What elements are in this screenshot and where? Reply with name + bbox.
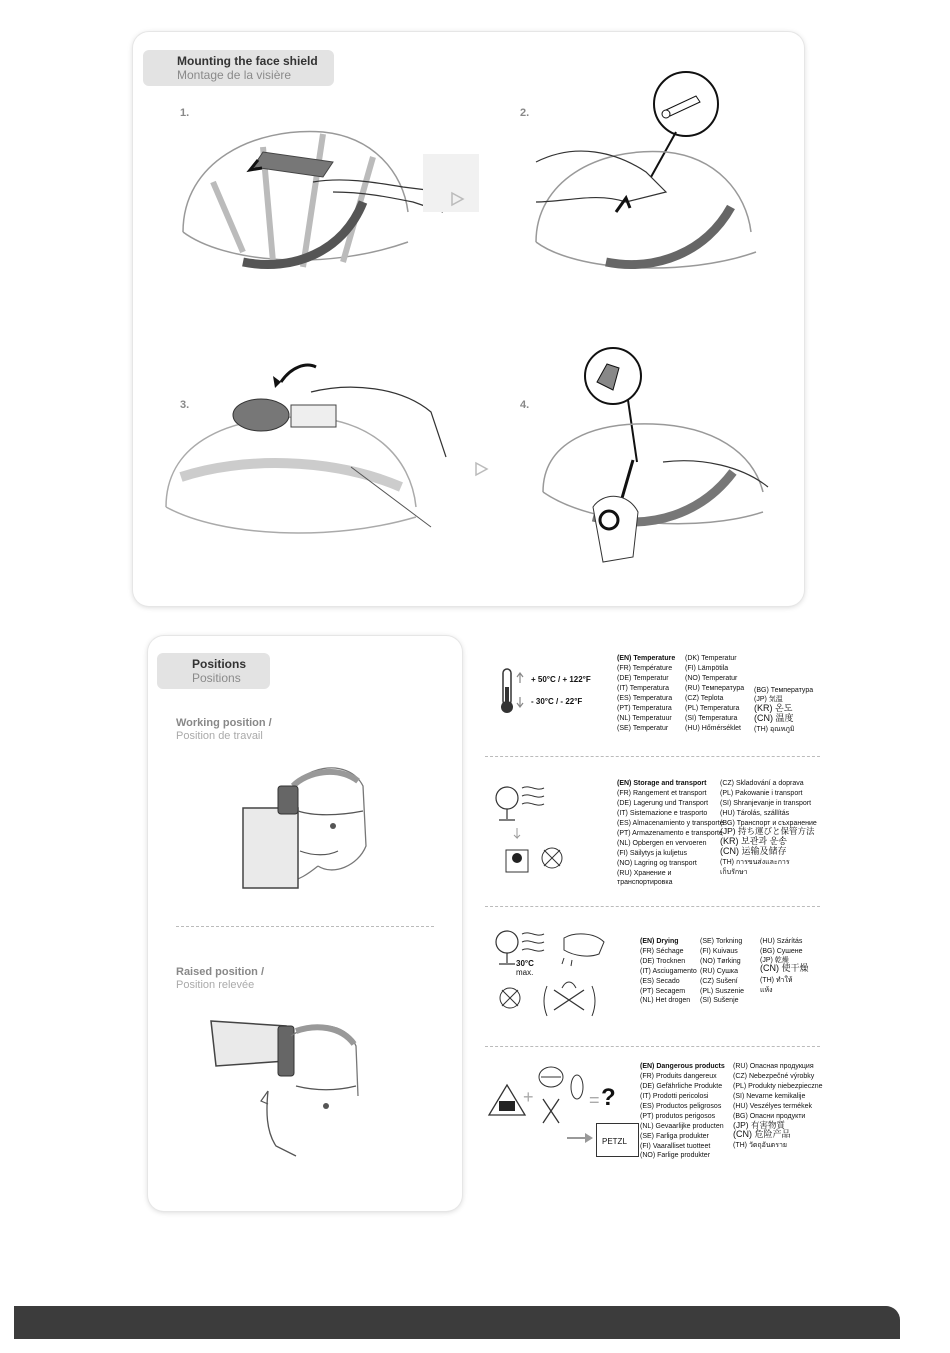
storage-line: (CZ) Skladování a doprava bbox=[720, 780, 804, 787]
storage-line: (ES) Almacenamiento y transporte bbox=[617, 820, 724, 827]
raised-position-en: Raised position / bbox=[176, 966, 265, 978]
storage-line: (FR) Rangement et transport bbox=[617, 790, 707, 797]
raised-position-fr: Position relevée bbox=[176, 979, 255, 991]
step-2-label: 2. bbox=[520, 107, 530, 119]
storage-line: (PT) Armazenamento e transporte bbox=[617, 830, 723, 837]
dangerous-line: (PL) Produkty niebezpieczne bbox=[733, 1083, 823, 1090]
step-3-illustration bbox=[161, 367, 461, 547]
section-divider bbox=[485, 906, 820, 907]
dangerous-line: (IT) Prodotti pericolosi bbox=[640, 1093, 709, 1100]
mounting-title-fr: Montage de la visière bbox=[177, 68, 292, 82]
drying-line: (PT) Secagem bbox=[640, 988, 686, 995]
next-arrow-icon-2 bbox=[475, 462, 489, 476]
temperature-line: (KR) 온도 bbox=[754, 703, 793, 713]
drying-temp: 30°C bbox=[516, 959, 534, 968]
step-4-illustration bbox=[533, 342, 783, 572]
dangerous-line: (JP) 有害物質 bbox=[733, 1120, 785, 1130]
positions-divider bbox=[176, 926, 434, 927]
dangerous-line: (EN) Dangerous products bbox=[640, 1063, 725, 1070]
working-position-fr: Position de travail bbox=[176, 730, 263, 742]
dangerous-line: (NO) Farlige produkter bbox=[640, 1152, 711, 1159]
storage-line: (CN) 运输及储存 bbox=[720, 846, 787, 856]
drying-line: (BG) Сушене bbox=[760, 948, 803, 955]
svg-text:+: + bbox=[523, 1087, 534, 1107]
storage-line: (RU) Хранение и bbox=[617, 870, 672, 877]
dangerous-line: (ES) Productos peligrosos bbox=[640, 1103, 722, 1110]
mounting-title-en: Mounting the face shield bbox=[177, 54, 318, 68]
dangerous-line: (PT) produtos perigosos bbox=[640, 1113, 716, 1120]
temperature-line: (CZ) Teplota bbox=[685, 695, 724, 702]
temperature-line: (PL) Temperatura bbox=[685, 705, 740, 712]
drying-line: (CN) 使干燥 bbox=[760, 963, 809, 973]
mounting-title-tab bbox=[143, 50, 334, 86]
drying-max: max. bbox=[516, 968, 534, 977]
storage-line: (EN) Storage and transport bbox=[617, 780, 707, 787]
question-mark: ? bbox=[601, 1084, 616, 1111]
temperature-line: (CN) 温度 bbox=[754, 713, 794, 723]
dangerous-line: (FR) Produits dangereux bbox=[640, 1073, 717, 1080]
drying-line: (EN) Drying bbox=[640, 938, 679, 945]
storage-line: เก็บรักษา bbox=[720, 869, 748, 876]
temperature-line: (DK) Temperatur bbox=[685, 655, 737, 662]
step-1-illustration bbox=[173, 122, 443, 292]
temperature-line: (FI) Lämpötila bbox=[685, 665, 729, 672]
storage-line: (DE) Lagerung und Transport bbox=[617, 800, 709, 807]
temperature-line: (NO) Temperatur bbox=[685, 675, 738, 682]
dangerous-line: (TH) วัตถุอันตราย bbox=[733, 1142, 787, 1149]
dangerous-line: (SI) Nevarne kemikalije bbox=[733, 1093, 806, 1100]
positions-panel bbox=[148, 636, 462, 1211]
positions-title-en: Positions bbox=[192, 657, 247, 671]
storage-line: (NO) Lagring og transport bbox=[617, 860, 697, 867]
dangerous-line: (NL) Gevaarlijke producten bbox=[640, 1123, 724, 1130]
drying-line: (JP) 乾燥 bbox=[760, 957, 789, 964]
drying-pictogram bbox=[492, 928, 612, 1023]
temperature-line: (FR) Température bbox=[617, 665, 673, 672]
drying-line: (PL) Suszenie bbox=[700, 988, 744, 995]
storage-line: транспортировка bbox=[617, 879, 673, 886]
step-1-label: 1. bbox=[180, 107, 190, 119]
thermometer-icon bbox=[497, 667, 527, 717]
dangerous-line: (BG) Опасни продукти bbox=[733, 1113, 806, 1120]
section-divider bbox=[485, 1046, 820, 1047]
storage-line: (TH) การขนส่งและการ bbox=[720, 859, 790, 866]
positions-title-fr: Positions bbox=[192, 671, 241, 685]
petzl-label: PETZL bbox=[602, 1137, 627, 1146]
temperature-line: (SE) Temperatur bbox=[617, 725, 669, 732]
dangerous-line: (HU) Veszélyes termékek bbox=[733, 1103, 812, 1110]
storage-line: (FI) Säilytys ja kuljetus bbox=[617, 850, 688, 857]
storage-line: (JP) 持ち運びと保管方法 bbox=[720, 826, 815, 836]
step-2-illustration bbox=[516, 62, 786, 262]
temperature-line: (JP) 気温 bbox=[754, 696, 783, 703]
working-position-illustration bbox=[238, 756, 368, 886]
temp-high: + 50°C / + 122°F bbox=[531, 675, 591, 684]
dangerous-line: (FI) Vaaralliset tuotteet bbox=[640, 1143, 711, 1150]
temp-low: - 30°C / - 22°F bbox=[531, 697, 583, 706]
drying-line: (FR) Séchage bbox=[640, 948, 684, 955]
temperature-line: (DE) Temperatur bbox=[617, 675, 669, 682]
drying-line: (NO) Tørking bbox=[700, 958, 741, 965]
working-position-en: Working position / bbox=[176, 717, 272, 729]
storage-line: (IT) Sistemazione e trasporto bbox=[617, 810, 708, 817]
svg-text:=: = bbox=[589, 1090, 600, 1110]
drying-line: (FI) Kuivaus bbox=[700, 948, 738, 955]
footer-bar bbox=[14, 1306, 900, 1339]
temperature-line: (EN) Temperature bbox=[617, 655, 676, 662]
temperature-line: (HU) Hőmérséklet bbox=[685, 725, 742, 732]
section-divider bbox=[485, 756, 820, 757]
drying-line: แห้ง bbox=[760, 987, 773, 994]
next-arrow-icon-glyph bbox=[451, 192, 465, 206]
drying-line: (CZ) Sušení bbox=[700, 978, 738, 985]
step-3-label: 3. bbox=[180, 399, 190, 411]
drying-line: (TH) ทำให้ bbox=[760, 977, 793, 984]
step-4-label: 4. bbox=[520, 399, 530, 411]
temperature-line: (RU) Температура bbox=[685, 685, 745, 692]
drying-line: (SI) Sušenje bbox=[700, 997, 739, 1004]
temperature-line: (ES) Temperatura bbox=[617, 695, 673, 702]
storage-line: (PL) Pakowanie i transport bbox=[720, 790, 803, 797]
temperature-line: (BG) Температура bbox=[754, 687, 814, 694]
storage-line: (BG) Транспорт и съхранение bbox=[720, 820, 817, 827]
storage-line: (HU) Tárolás, szállítás bbox=[720, 810, 790, 817]
storage-line: (KR) 보관과 운송 bbox=[720, 836, 787, 846]
temperature-line: (PT) Temperatura bbox=[617, 705, 672, 712]
drying-line: (ES) Secado bbox=[640, 978, 680, 985]
temperature-line: (TH) อุณหภูมิ bbox=[754, 726, 795, 733]
dangerous-line: (SE) Farliga produkter bbox=[640, 1133, 709, 1140]
storage-line: (NL) Opbergen en vervoeren bbox=[617, 840, 707, 847]
temperature-line: (IT) Temperatura bbox=[617, 685, 669, 692]
drying-line: (IT) Asciugamento bbox=[640, 968, 697, 975]
dangerous-line: (RU) Опасная продукция bbox=[733, 1063, 814, 1070]
raised-position-illustration bbox=[206, 1016, 366, 1166]
dangerous-line: (CZ) Nebezpečné výrobky bbox=[733, 1073, 815, 1080]
drying-line: (SE) Torkning bbox=[700, 938, 743, 945]
drying-line: (NL) Het drogen bbox=[640, 997, 691, 1004]
dangerous-line: (CN) 危险产品 bbox=[733, 1129, 791, 1139]
drying-line: (RU) Сушка bbox=[700, 968, 738, 975]
drying-line: (DE) Trocknen bbox=[640, 958, 686, 965]
temperature-line: (SI) Temperatura bbox=[685, 715, 738, 722]
dangerous-line: (DE) Gefährliche Produkte bbox=[640, 1083, 723, 1090]
storage-pictogram bbox=[492, 780, 572, 880]
drying-line: (HU) Szárítás bbox=[760, 938, 803, 945]
positions-title-tab bbox=[157, 653, 270, 689]
mounting-panel bbox=[133, 32, 804, 606]
storage-line: (SI) Shranjevanje in transport bbox=[720, 800, 812, 807]
temperature-line: (NL) Temperatuur bbox=[617, 715, 672, 722]
